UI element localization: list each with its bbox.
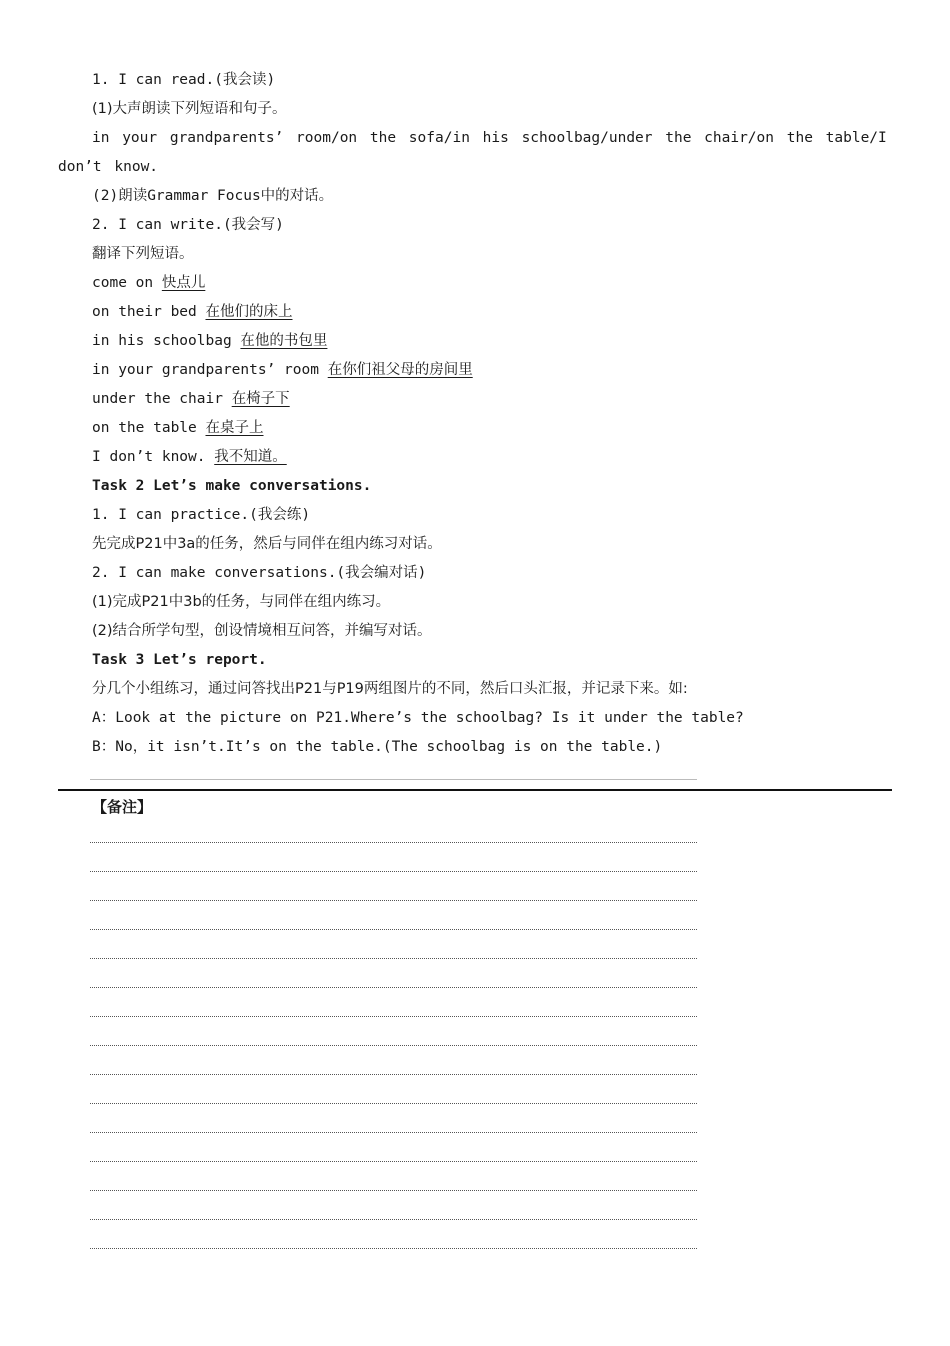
translation-item (58, 269, 892, 298)
chinese-answer: 我不知道。 (214, 449, 287, 465)
read-instruction-2: (2)朗读Grammar Focus中的对话。 (92, 188, 334, 204)
note-line[interactable] (90, 842, 697, 843)
task3-instruction: 分几个小组练习，通过问答找出P21与P19两组图片的不同，然后口头汇报，并记录下来。如: (92, 681, 688, 697)
note-line[interactable] (90, 1103, 697, 1104)
note-line[interactable] (90, 929, 697, 930)
english-phrase: come on (92, 275, 154, 291)
section-divider-thick (58, 789, 892, 791)
notes-title: 【备注】 (92, 798, 153, 816)
translation-item (58, 385, 892, 414)
chinese-answer: 在你们祖父母的房间里 (327, 362, 473, 378)
chinese-answer: 在他们的床上 (205, 304, 293, 320)
note-line[interactable] (90, 1248, 697, 1249)
note-line[interactable] (90, 1045, 697, 1046)
chinese-answer: 快点儿 (161, 275, 206, 291)
note-line[interactable] (90, 1016, 697, 1017)
english-phrase: under the chair (92, 391, 223, 407)
english-phrase: on their bed (92, 304, 197, 320)
phrase-list: in your grandparents’ room/on the sofa/in his schoolbag/under the chair/on the table/I don’t know. (58, 130, 887, 175)
write-heading: 2. I can write.(我会写) (92, 217, 284, 233)
english-phrase: in his schoolbag (92, 333, 232, 349)
read-instruction-1: (1)大声朗读下列短语和句子。 (92, 101, 287, 117)
note-line[interactable] (90, 1132, 697, 1133)
chinese-answer: 在桌子上 (205, 420, 264, 436)
notes-writing-area[interactable] (90, 842, 697, 1277)
read-heading: 1. I can read.(我会读) (92, 72, 276, 88)
note-line[interactable] (90, 1219, 697, 1220)
english-phrase: in your grandparents’ room (92, 362, 319, 378)
translation-item (58, 327, 892, 356)
translation-item (58, 414, 892, 443)
note-line[interactable] (90, 900, 697, 901)
chinese-answer: 在椅子下 (231, 391, 290, 407)
translation-item (58, 298, 892, 327)
note-line[interactable] (90, 871, 697, 872)
task2-conversation-heading: 2. I can make conversations.(我会编对话) (92, 565, 427, 581)
note-line[interactable] (90, 1074, 697, 1075)
task2-instruction-2: (2)结合所学句型，创设情境相互问答，并编写对话。 (92, 623, 432, 639)
translation-item (58, 356, 892, 385)
english-phrase: I don’t know. (92, 449, 206, 465)
note-line[interactable] (90, 1161, 697, 1162)
task2-title: Task 2 Let’s make conversations. (92, 478, 372, 494)
worksheet-content (58, 66, 892, 762)
dialogue-line-b: B：No，it isn’t.It’s on the table.(The schoolbag is on the table.) (92, 739, 663, 755)
task3-title: Task 3 Let’s report. (92, 652, 267, 668)
task2-instruction-1: (1)完成P21中3b的任务，与同伴在组内练习。 (92, 594, 391, 610)
chinese-answer: 在他的书包里 (240, 333, 328, 349)
dialogue-line-a: A：Look at the picture on P21.Where’s the schoolbag? Is it under the table? (92, 710, 744, 726)
note-line[interactable] (90, 987, 697, 988)
section-divider-thin (90, 779, 697, 780)
write-instruction: 翻译下列短语。 (92, 246, 194, 262)
note-line[interactable] (90, 1190, 697, 1191)
task2-practice-heading: 1. I can practice.(我会练) (92, 507, 311, 523)
english-phrase: on the table (92, 420, 197, 436)
translation-item (58, 443, 892, 472)
note-line[interactable] (90, 958, 697, 959)
task2-practice-instruction: 先完成P21中3a的任务，然后与同伴在组内练习对话。 (92, 536, 442, 552)
